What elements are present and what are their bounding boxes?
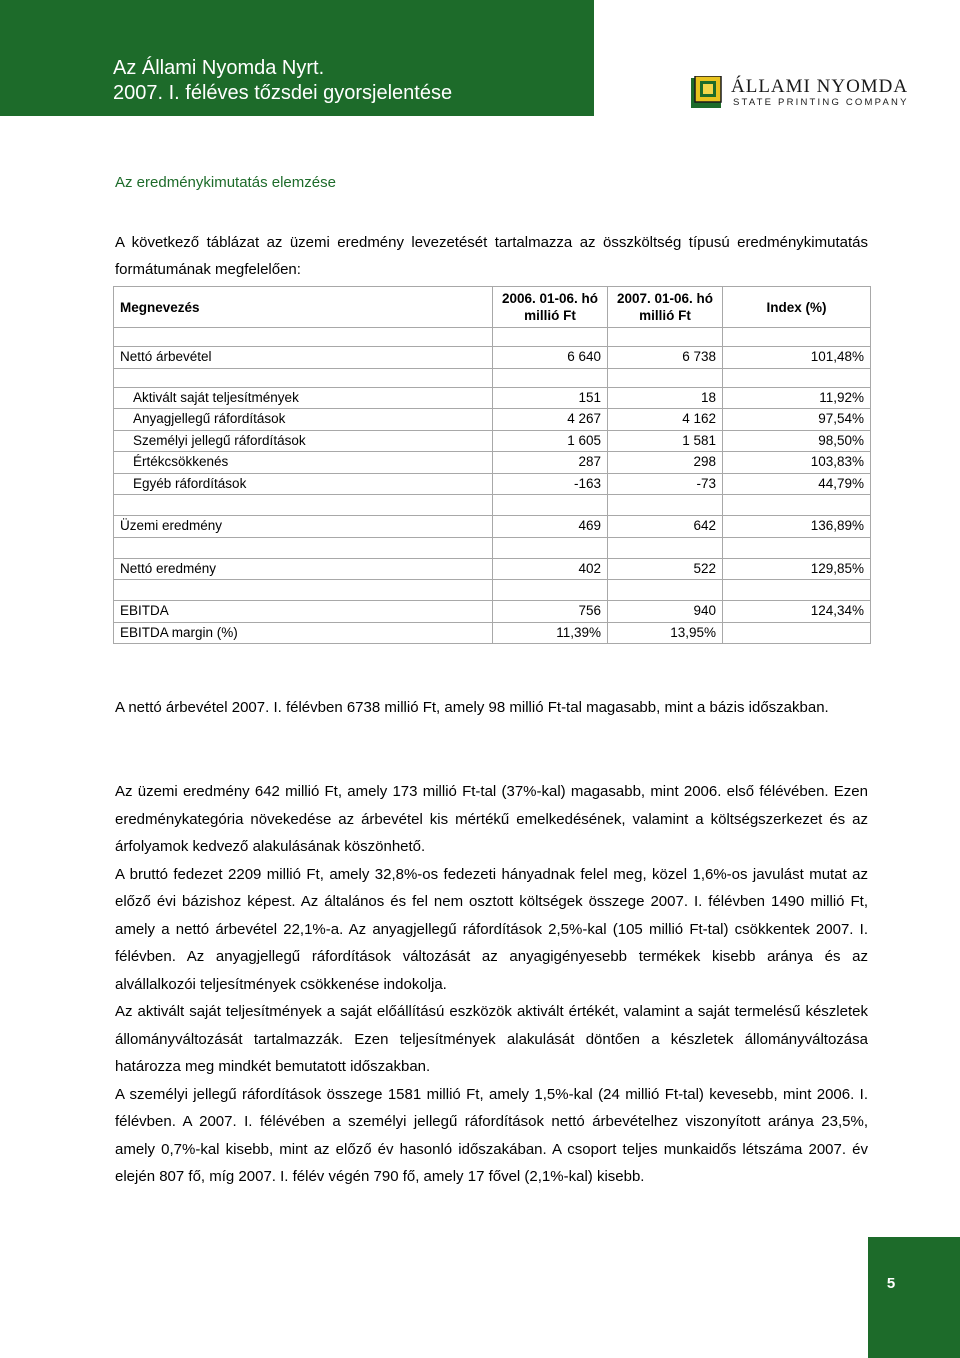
row-2007: 642 (608, 516, 723, 538)
paragraph-capitalized-performance: Az aktivált saját teljesítmények a saját előállítású eszközök aktivált értékét, valamint a saját termelésű készletek állományváltozását tartalmazzák. Ezen teljesítmények alakulását döntően a készletek állományváltozása határozza meg mindkét bemutatott időszakban. (115, 1003, 868, 1075)
intro-paragraph: A következő táblázat az üzemi eredmény levezetését tartalmazza az összköltség típusú eredménykimutatás formátumának megfelelően: (115, 234, 868, 278)
header-title-line1: Az Állami Nyomda Nyrt. (113, 57, 325, 79)
row-2007: 6 738 (608, 347, 723, 369)
row-label: EBITDA margin (%) (114, 622, 493, 644)
paragraph-gross-margin: A bruttó fedezet 2209 millió Ft, amely 32,8%-os fedezeti hányadnak felel meg, közel 1,6%-os javulást mutat az előző évi bázishoz képest. Az általános és fel nem osztott költségek összege 2007. I. félévben 1490 millió Ft, amely a nettó árbevétel 22,1%-a. Az anyagjellegű ráfordítások 2,5%-kal (105 millió Ft-tal) csökkentek 2007. I. félévben. Az anyagjellegű ráfordítások változását az anyagigényesebb termékek kisebb aránya és az alvállalkozói teljesítmények csökkenése indokolja. (115, 865, 868, 993)
row-label: Egyéb ráfordítások (114, 473, 493, 495)
row-2006: 11,39% (493, 622, 608, 644)
row-2007: -73 (608, 473, 723, 495)
row-2007: 940 (608, 601, 723, 623)
row-2006: 1 605 (493, 430, 608, 452)
section-title: Az eredménykimutatás elemzése (115, 174, 336, 191)
table-row (114, 473, 871, 495)
logo-subtitle: STATE PRINTING COMPANY (733, 97, 909, 108)
table-row (114, 516, 871, 538)
table-header-row (114, 287, 871, 328)
row-2006: 6 640 (493, 347, 608, 369)
row-2007: 18 (608, 387, 723, 409)
row-index: 129,85% (723, 558, 871, 580)
row-index: 124,34% (723, 601, 871, 623)
row-label: Nettó eredmény (114, 558, 493, 580)
header-2006: 2006. 01-06. hó millió Ft (493, 287, 608, 328)
row-2006: 4 267 (493, 409, 608, 431)
row-2007: 522 (608, 558, 723, 580)
table-row (114, 430, 871, 452)
row-label: EBITDA (114, 601, 493, 623)
row-index: 11,92% (723, 387, 871, 409)
row-index: 103,83% (723, 452, 871, 474)
spacer-row (114, 368, 871, 387)
paragraph-revenue: A nettó árbevétel 2007. I. félévben 6738 millió Ft, amely 98 millió Ft-tal magasabb, mint a bázis időszakban. (115, 699, 829, 716)
header-name: Megnevezés (114, 287, 493, 328)
row-index: 101,48% (723, 347, 871, 369)
spacer-row (114, 580, 871, 601)
row-label: Anyagjellegű ráfordítások (114, 409, 493, 431)
row-2007: 298 (608, 452, 723, 474)
row-2007: 1 581 (608, 430, 723, 452)
row-2007: 4 162 (608, 409, 723, 431)
row-label: Aktivált saját teljesítmények (114, 387, 493, 409)
row-label: Nettó árbevétel (114, 347, 493, 369)
header-index: Index (%) (723, 287, 871, 328)
spacer-row (114, 537, 871, 558)
logo-name: ÁLLAMI NYOMDA (731, 76, 909, 97)
table-row (114, 347, 871, 369)
paragraph-operating-result: Az üzemi eredmény 642 millió Ft, amely 173 millió Ft-tal (37%-kal) magasabb, mint 2006. első félévében. Ezen eredménykategória növekedése az árbevétel kis mértékű emelkedésének, valamint a költségszerkezet és az árfolyamok kedvező alakulásának köszönhető. (115, 783, 868, 855)
income-statement-table (113, 286, 871, 644)
row-index: 98,50% (723, 430, 871, 452)
table-row (114, 601, 871, 623)
row-2007: 13,95% (608, 622, 723, 644)
row-2006: -163 (493, 473, 608, 495)
row-2006: 469 (493, 516, 608, 538)
header-title (113, 56, 452, 106)
spacer-row (114, 495, 871, 516)
row-label: Üzemi eredmény (114, 516, 493, 538)
header-2007: 2007. 01-06. hó millió Ft (608, 287, 723, 328)
row-index: 136,89% (723, 516, 871, 538)
company-logo (691, 76, 909, 110)
row-label: Személyi jellegű ráfordítások (114, 430, 493, 452)
page-number-box (868, 1237, 960, 1358)
row-2006: 151 (493, 387, 608, 409)
table-row (114, 622, 871, 644)
row-2006: 402 (493, 558, 608, 580)
row-index: 97,54% (723, 409, 871, 431)
table-row (114, 558, 871, 580)
page-number: 5 (886, 1275, 896, 1292)
row-2006: 287 (493, 452, 608, 474)
table-row (114, 409, 871, 431)
paragraph-personnel-costs: A személyi jellegű ráfordítások összege 1581 millió Ft, amely 1,5%-kal (24 millió Ft-tal) kevesebb, mint 2006. I. félévben. A 2007. I. félévében a személyi jellegű ráfordítások nettó árbevételhez viszonyított aránya 23,5%, amely 0,7%-kal kisebb, mint az előző év hasonló időszakában. A csoport teljes munkaidős létszáma 2007. év elején 807 fő, míg 2007. I. félév végén 790 fő, amely 17 fővel (2,1%-kal) kisebb. (115, 1085, 868, 1185)
analysis-body (115, 778, 868, 1191)
row-2006: 756 (493, 601, 608, 623)
row-index (723, 622, 871, 644)
header-title-line2: 2007. I. féléves tőzsdei gyorsjelentése (113, 82, 453, 104)
table-row (114, 452, 871, 474)
row-label: Értékcsökkenés (114, 452, 493, 474)
row-index: 44,79% (723, 473, 871, 495)
logo-mark-icon (691, 76, 723, 108)
table-row (114, 387, 871, 409)
spacer-row (114, 328, 871, 347)
